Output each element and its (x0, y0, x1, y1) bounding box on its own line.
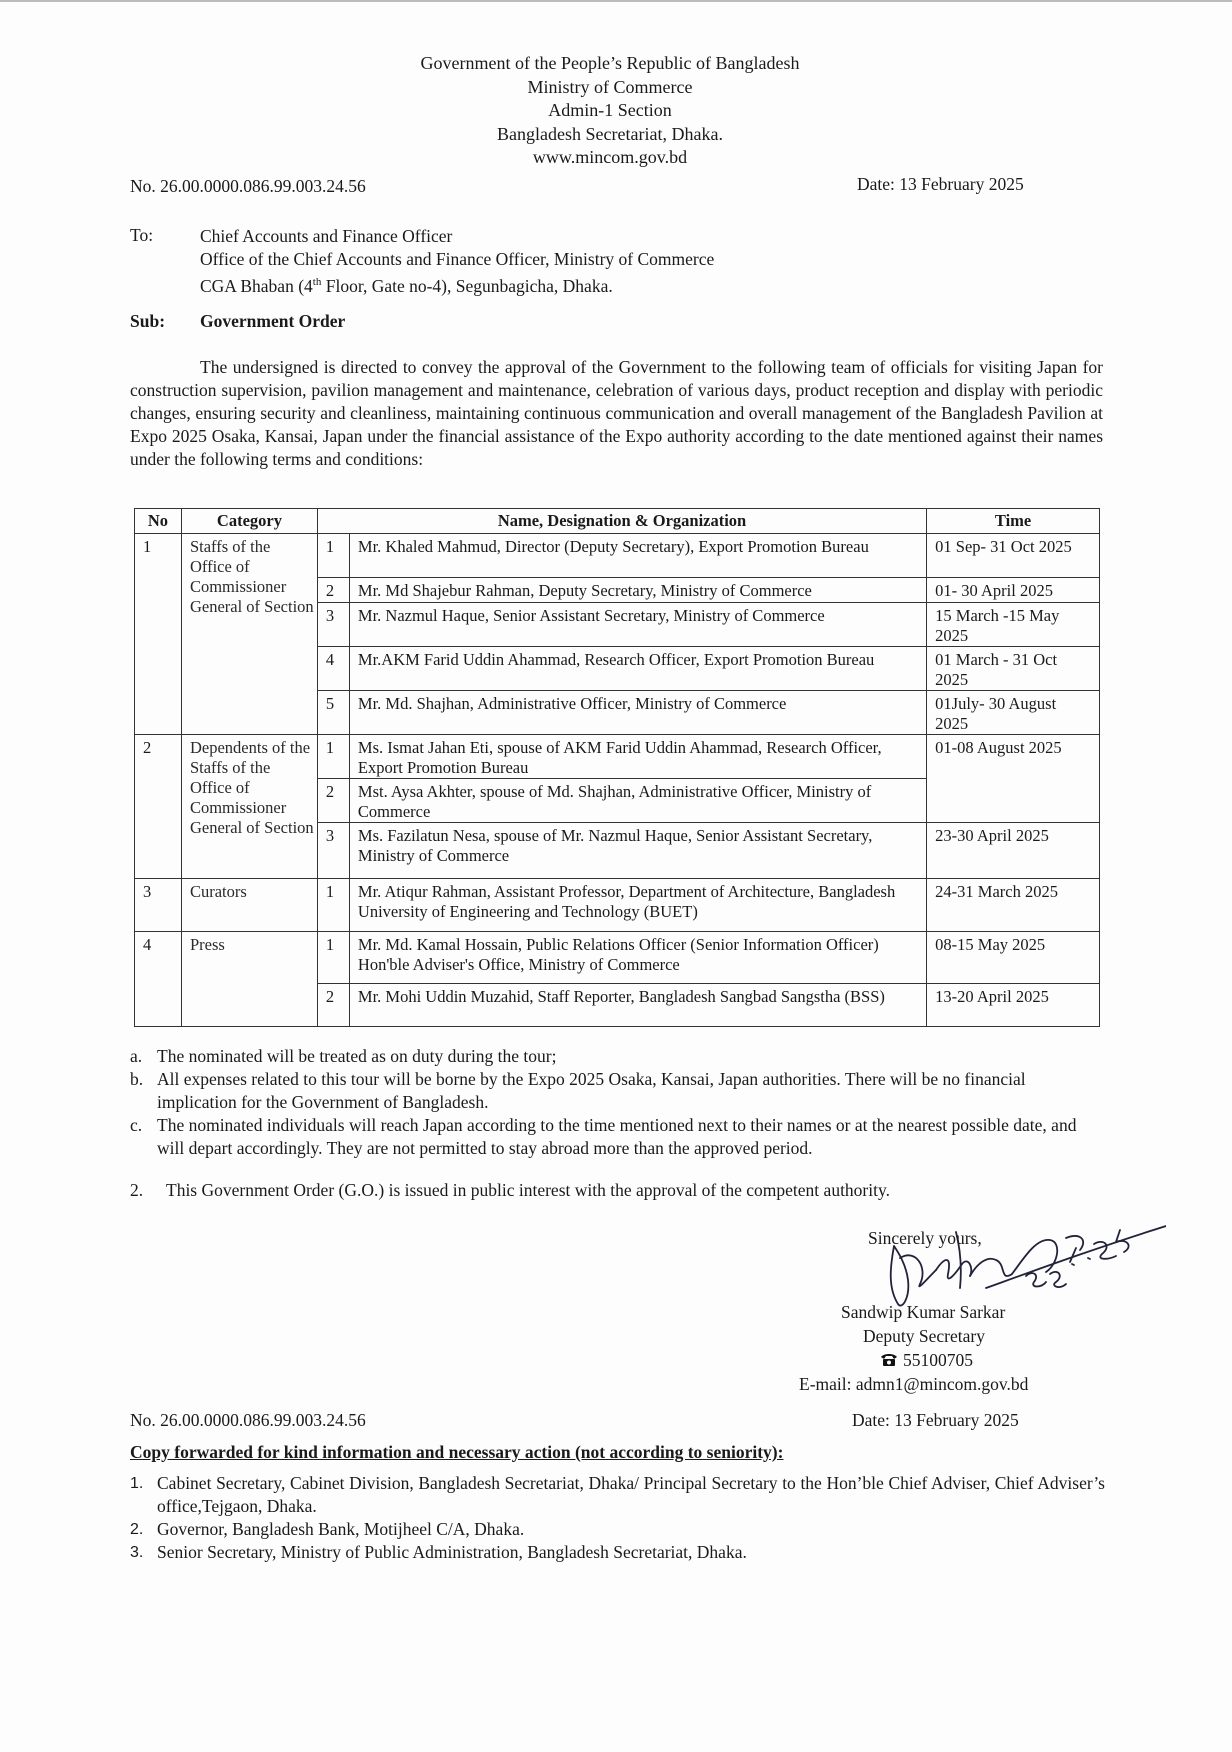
row-serial: 4 (317, 647, 349, 691)
officials-table (134, 508, 1100, 1027)
row-serial: 1 (317, 879, 349, 932)
paragraph-two-text: This Government Order (G.O.) is issued in public interest with the approval of the competent authority. (166, 1180, 890, 1200)
group-category: Dependents of the Staffs of the Office of Commissioner General of Section (181, 735, 317, 879)
row-serial: 5 (317, 691, 349, 735)
group-category: Curators (181, 879, 317, 932)
condition-text: The nominated will be treated as on duty during the tour; (157, 1046, 557, 1066)
group-category: Staffs of the Office of Commissioner General of Section (181, 534, 317, 735)
letterhead-address: Bangladesh Secretariat, Dhaka. (497, 123, 723, 144)
row-name: Mr.AKM Farid Uddin Ahammad, Research Officer, Export Promotion Bureau (349, 647, 926, 691)
list-item (130, 1472, 1105, 1518)
reference-number-copy: No. 26.00.0000.086.99.003.24.56 (130, 1410, 366, 1430)
row-name: Mr. Khaled Mahmud, Director (Deputy Secretary), Export Promotion Bureau (349, 534, 926, 578)
condition-item (130, 1114, 1105, 1160)
telephone-icon (880, 1351, 898, 1365)
recipient-address (200, 271, 714, 298)
header-time: Time (927, 509, 1100, 534)
recipient-office: Office of the Chief Accounts and Finance Officer, Ministry of Commerce (200, 249, 715, 269)
row-serial: 2 (317, 984, 349, 1027)
row-name: Mr. Atiqur Rahman, Assistant Professor, Department of Architecture, Bangladesh University of Engineering and Technology (BUET) (349, 879, 926, 932)
group-number: 1 (135, 534, 182, 735)
reference-date-copy: Date: 13 February 2025 (852, 1410, 1019, 1430)
table-header-row (135, 509, 1100, 534)
row-time: 01 March - 31 Oct 2025 (927, 647, 1100, 691)
table-row (135, 735, 1100, 779)
row-time: 01July- 30 August 2025 (927, 691, 1100, 735)
signature-phone (880, 1350, 973, 1371)
signature-designation: Deputy Secretary (863, 1326, 985, 1346)
copy-forwarded-title: Copy forwarded for kind information and necessary action (not according to seniority): (130, 1442, 784, 1462)
row-serial: 2 (317, 779, 349, 823)
signature-email: E-mail: admn1@mincom.gov.bd (799, 1374, 1029, 1394)
paragraph-two-marker: 2. (130, 1180, 144, 1200)
paragraph-two (130, 1180, 890, 1201)
letterhead-government: Government of the People’s Republic of Bangladesh (420, 53, 800, 73)
row-name: Mr. Mohi Uddin Muzahid, Staff Reporter, Bangladesh Sangbad Sangstha (BSS) (349, 984, 926, 1027)
condition-text: The nominated individuals will reach Japan according to the time mentioned next to their names or at the nearest possible date, and will depart accordingly. They are not permitted to stay abroad more than the approved period. (157, 1115, 1077, 1158)
recipient-address-part: Floor, Gate no-4), Segunbagicha, Dhaka. (321, 275, 613, 296)
group-number: 2 (135, 735, 182, 879)
header-name: Name, Designation & Organization (317, 509, 926, 534)
condition-item (130, 1045, 1105, 1068)
condition-marker: a. (130, 1046, 143, 1066)
row-serial: 1 (317, 534, 349, 578)
reference-number: No. 26.00.0000.086.99.003.24.56 (130, 176, 366, 196)
letterhead-ministry: Ministry of Commerce (527, 76, 693, 97)
list-text: Senior Secretary, Ministry of Public Administration, Bangladesh Secretariat, Dhaka. (157, 1542, 747, 1562)
condition-marker: b. (130, 1069, 144, 1089)
row-name: Mst. Aysa Akhter, spouse of Md. Shajhan, Administrative Officer, Ministry of Commerce (349, 779, 926, 823)
list-marker: 3. (130, 1544, 144, 1561)
table-row (135, 932, 1100, 984)
row-time: 08-15 May 2025 (927, 932, 1100, 984)
list-item (130, 1541, 1105, 1564)
row-serial: 1 (317, 735, 349, 779)
signature-phone-number: 55100705 (903, 1350, 973, 1370)
row-time: 01-08 August 2025 (927, 735, 1100, 823)
conditions-list (130, 1045, 1105, 1160)
condition-item (130, 1068, 1105, 1114)
reference-date: Date: 13 February 2025 (857, 174, 1024, 194)
list-marker: 2. (130, 1521, 144, 1538)
row-time: 13-20 April 2025 (927, 984, 1100, 1027)
list-item (130, 1518, 1105, 1541)
row-serial: 3 (317, 603, 349, 647)
row-time: 15 March -15 May 2025 (927, 603, 1100, 647)
row-time: 01- 30 April 2025 (927, 578, 1100, 603)
table-row (135, 879, 1100, 932)
signature-closing: Sincerely yours, (868, 1228, 982, 1248)
subject-text: Government Order (200, 311, 346, 331)
recipient-address-sup: th (312, 276, 322, 288)
table-row (135, 534, 1100, 578)
row-serial: 1 (317, 932, 349, 984)
list-text: Governor, Bangladesh Bank, Motijheel C/A, Dhaka. (157, 1519, 525, 1539)
group-number: 3 (135, 879, 182, 932)
recipient-title: Chief Accounts and Finance Officer (200, 226, 453, 246)
header-no: No (135, 509, 182, 534)
group-category: Press (181, 932, 317, 1027)
row-serial: 3 (317, 823, 349, 879)
page-top-edge (0, 0, 1232, 2)
row-name: Mr. Nazmul Haque, Senior Assistant Secretary, Ministry of Commerce (349, 603, 926, 647)
row-time: 01 Sep- 31 Oct 2025 (927, 534, 1100, 578)
header-category: Category (181, 509, 317, 534)
condition-marker: c. (130, 1115, 143, 1135)
row-name: Ms. Ismat Jahan Eti, spouse of AKM Farid Uddin Ahammad, Research Officer, Export Promotion Bureau (349, 735, 926, 779)
subject-label: Sub: (130, 311, 166, 331)
list-text: Cabinet Secretary, Cabinet Division, Bangladesh Secretariat, Dhaka/ Principal Secretary to the Hon’ble Chief Adviser, Chief Adviser’s office,Tejgaon, Dhaka. (157, 1473, 1105, 1516)
recipient-address-part: CGA Bhaban (4 (200, 275, 313, 296)
row-name: Mr. Md. Shajhan, Administrative Officer, Ministry of Commerce (349, 691, 926, 735)
group-number: 4 (135, 932, 182, 1027)
letterhead-section: Admin-1 Section (548, 100, 672, 120)
row-time: 23-30 April 2025 (927, 823, 1100, 879)
row-serial: 2 (317, 578, 349, 603)
row-name: Mr. Md. Kamal Hossain, Public Relations Officer (Senior Information Officer) Hon'ble Adviser's Office, Ministry of Commerce (349, 932, 926, 984)
body-paragraph: The undersigned is directed to convey the approval of the Government to the following team of officials for visiting Japan for construction supervision, pavilion management and maintenance, celebration of various days, product reception and display with periodic changes, ensuring security and cleanliness, maintaining continuous communication and overall management of the Bangladesh Pavilion at Expo 2025 Osaka, Kansai, Japan under the financial assistance of the Expo authority according to the date mentioned against their names under the following terms and conditions: (130, 357, 1103, 469)
row-name: Mr. Md Shajebur Rahman, Deputy Secretary, Ministry of Commerce (349, 578, 926, 603)
letterhead (0, 52, 1220, 170)
recipient-label: To: (130, 225, 154, 245)
signature-name: Sandwip Kumar Sarkar (841, 1302, 1006, 1322)
condition-text: All expenses related to this tour will be borne by the Expo 2025 Osaka, Kansai, Japan authorities. There will be no financial implication for the Government of Bangladesh. (157, 1069, 1026, 1112)
recipient-block (200, 225, 714, 298)
row-name: Ms. Fazilatun Nesa, spouse of Mr. Nazmul Haque, Senior Assistant Secretary, Ministry of Commerce (349, 823, 926, 879)
row-time: 24-31 March 2025 (927, 879, 1100, 932)
letterhead-website: www.mincom.gov.bd (532, 147, 688, 167)
copy-forwarded-list (130, 1472, 1105, 1564)
list-marker: 1. (130, 1475, 144, 1492)
